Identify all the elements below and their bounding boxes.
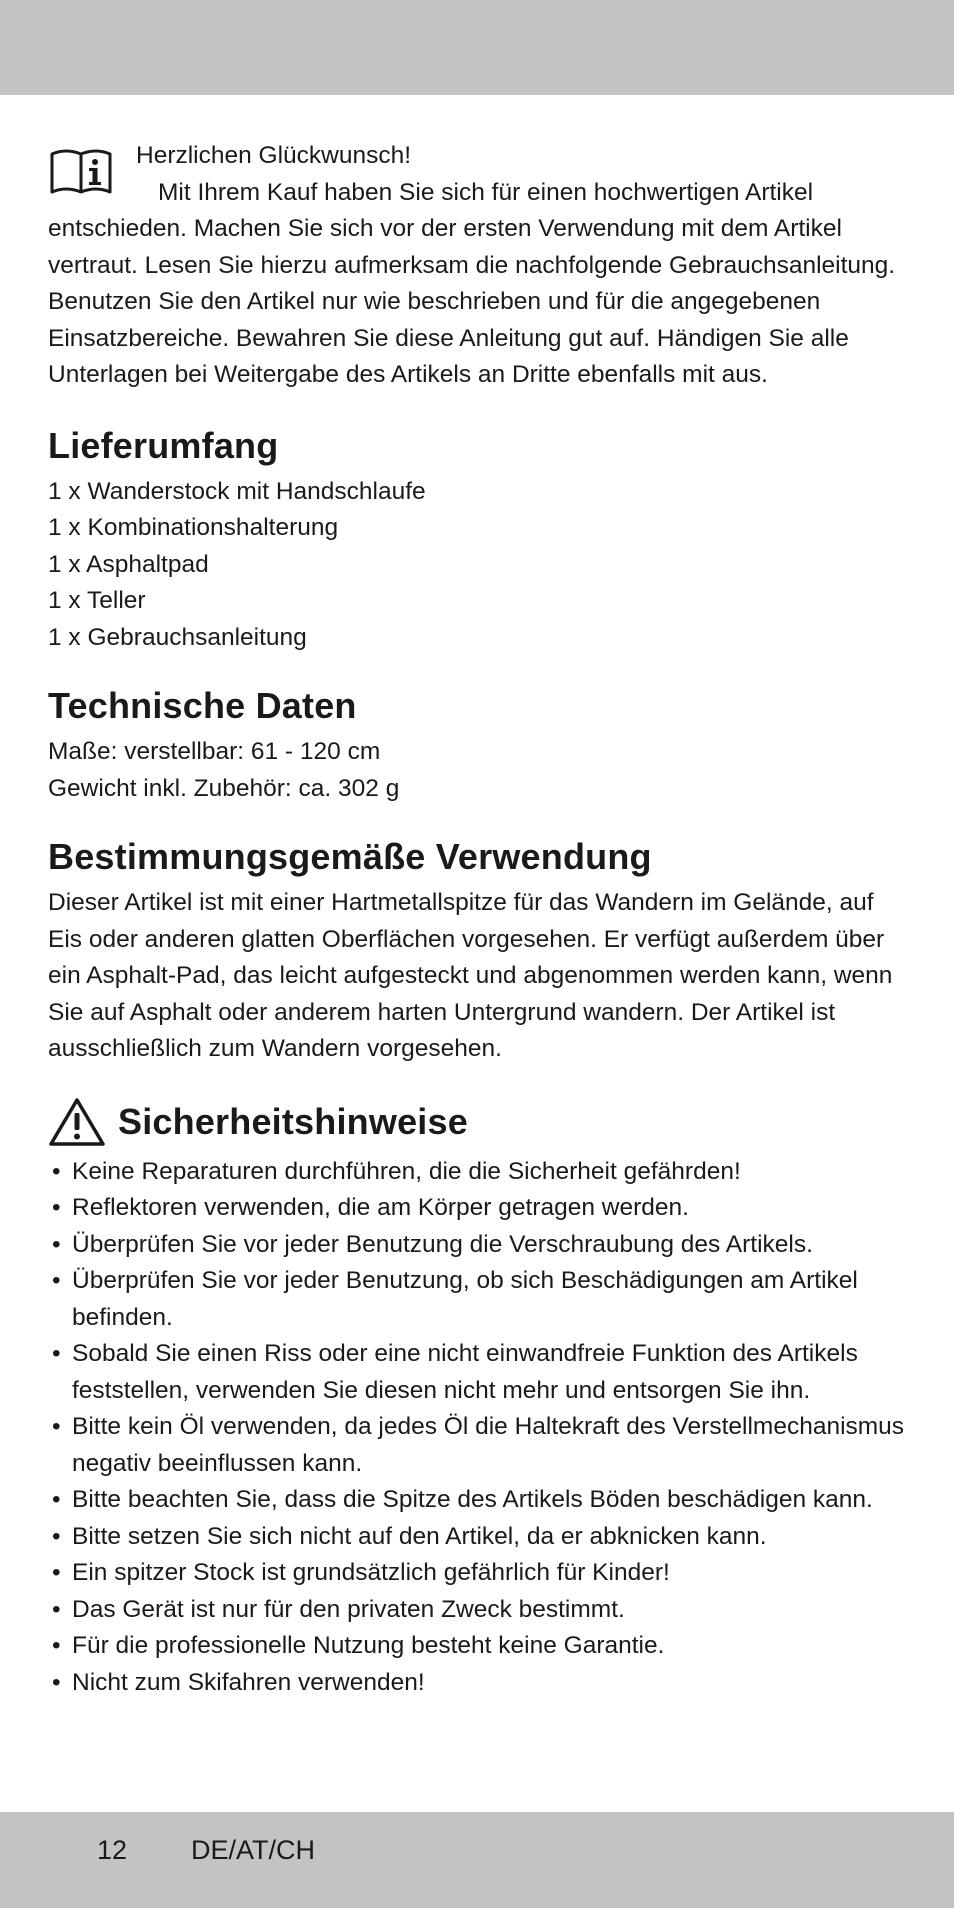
- list-item: 1 x Asphaltpad: [48, 550, 209, 578]
- sicherheit-heading-row: [48, 1096, 906, 1148]
- list-item: • Bitte beachten Sie, dass die Spitze des Artikels Böden beschädigen kann.: [48, 1482, 906, 1519]
- intro-section: [48, 138, 906, 394]
- sicherheit-section: [48, 1096, 906, 1702]
- verwendung-section: [48, 835, 906, 1068]
- list-item: 1 x Teller: [48, 587, 146, 614]
- list-item: 1 x Wanderstock mit Handschlaufe: [48, 477, 426, 505]
- lieferumfang-heading: Lieferumfang: [48, 424, 279, 466]
- spec-line: Maße: verstellbar: 61 - 120 cm: [48, 738, 381, 765]
- list-item: • Nicht zum Skifahren verwenden!: [48, 1665, 906, 1702]
- region-label: DE/AT/CH: [191, 1835, 316, 1865]
- list-item: 1 x Gebrauchsanleitung: [48, 623, 307, 651]
- intro-paragraph: Mit Ihrem Kauf haben Sie sich für einen hochwertigen Artikel entschieden. Machen Sie sich vor der ersten Verwendung mit dem Artikel vertraut. Lesen Sie hierzu aufmerksam die nachfolgende Gebrauchsanleitung. Benutzen Sie den Artikel nur wie beschrieben und für die angegebenen Einsatzbereiche. Bewahren Sie diese Anleitung gut auf. Händigen Sie alle Unterlagen bei Weitergabe des Artikels an Dritte ebenfalls mit aus.: [48, 178, 896, 388]
- technische-daten-section: [48, 684, 906, 807]
- book-info-icon: [48, 144, 114, 200]
- verwendung-paragraph: Dieser Artikel ist mit einer Hartmetallspitze für das Wandern im Gelände, auf Eis oder anderen glatten Oberflächen vorgesehen. Er verfügt außerdem über ein Asphalt-Pad, das leicht aufgesteckt und abgenommen werden kann, wenn Sie auf Asphalt oder anderem harten Untergrund wandern. Der Artikel ist ausschließlich zum Wandern vorgesehen.: [48, 889, 893, 1062]
- list-item: • Ein spitzer Stock ist grundsätzlich gefährlich für Kinder!: [48, 1555, 906, 1592]
- list-item: • Sobald Sie einen Riss oder eine nicht einwandfreie Funktion des Artikels feststellen, verwenden Sie diesen nicht mehr und entsorgen Sie ihn.: [48, 1336, 906, 1409]
- list-item: • Reflektoren verwenden, die am Körper getragen werden.: [48, 1190, 906, 1227]
- list-item: • Keine Reparaturen durchführen, die die Sicherheit gefährden!: [48, 1154, 906, 1191]
- list-item: 1 x Kombinationshalterung: [48, 514, 339, 541]
- list-item: • Überprüfen Sie vor jeder Benutzung, ob sich Beschädigungen am Artikel befinden.: [48, 1263, 906, 1336]
- warning-triangle-icon: [48, 1096, 106, 1148]
- header-band: [0, 0, 954, 95]
- sicherheit-heading: Sicherheitshinweise: [118, 1100, 468, 1142]
- list-item: • Das Gerät ist nur für den privaten Zweck bestimmt.: [48, 1592, 906, 1629]
- verwendung-heading: Bestimmungsgemäße Verwendung: [48, 836, 652, 877]
- greeting-text: Herzlichen Glückwunsch!: [136, 142, 412, 169]
- list-item: • Bitte setzen Sie sich nicht auf den Artikel, da er abknicken kann.: [48, 1519, 906, 1556]
- sicherheit-list: [48, 1154, 906, 1702]
- page-content: [48, 138, 906, 1729]
- page-number: 12: [97, 1835, 128, 1865]
- lieferumfang-list: [48, 474, 906, 657]
- technische-daten-heading: Technische Daten: [48, 685, 357, 726]
- lieferumfang-section: [48, 424, 906, 657]
- page-footer: [97, 1830, 315, 1870]
- list-item: • Für die professionelle Nutzung besteht keine Garantie.: [48, 1628, 906, 1665]
- list-item: • Bitte kein Öl verwenden, da jedes Öl die Haltekraft des Verstellmechanismus negativ beeinflussen kann.: [48, 1409, 906, 1482]
- spec-line: Gewicht inkl. Zubehör: ca. 302 g: [48, 774, 400, 802]
- list-item: • Überprüfen Sie vor jeder Benutzung die Verschraubung des Artikels.: [48, 1227, 906, 1264]
